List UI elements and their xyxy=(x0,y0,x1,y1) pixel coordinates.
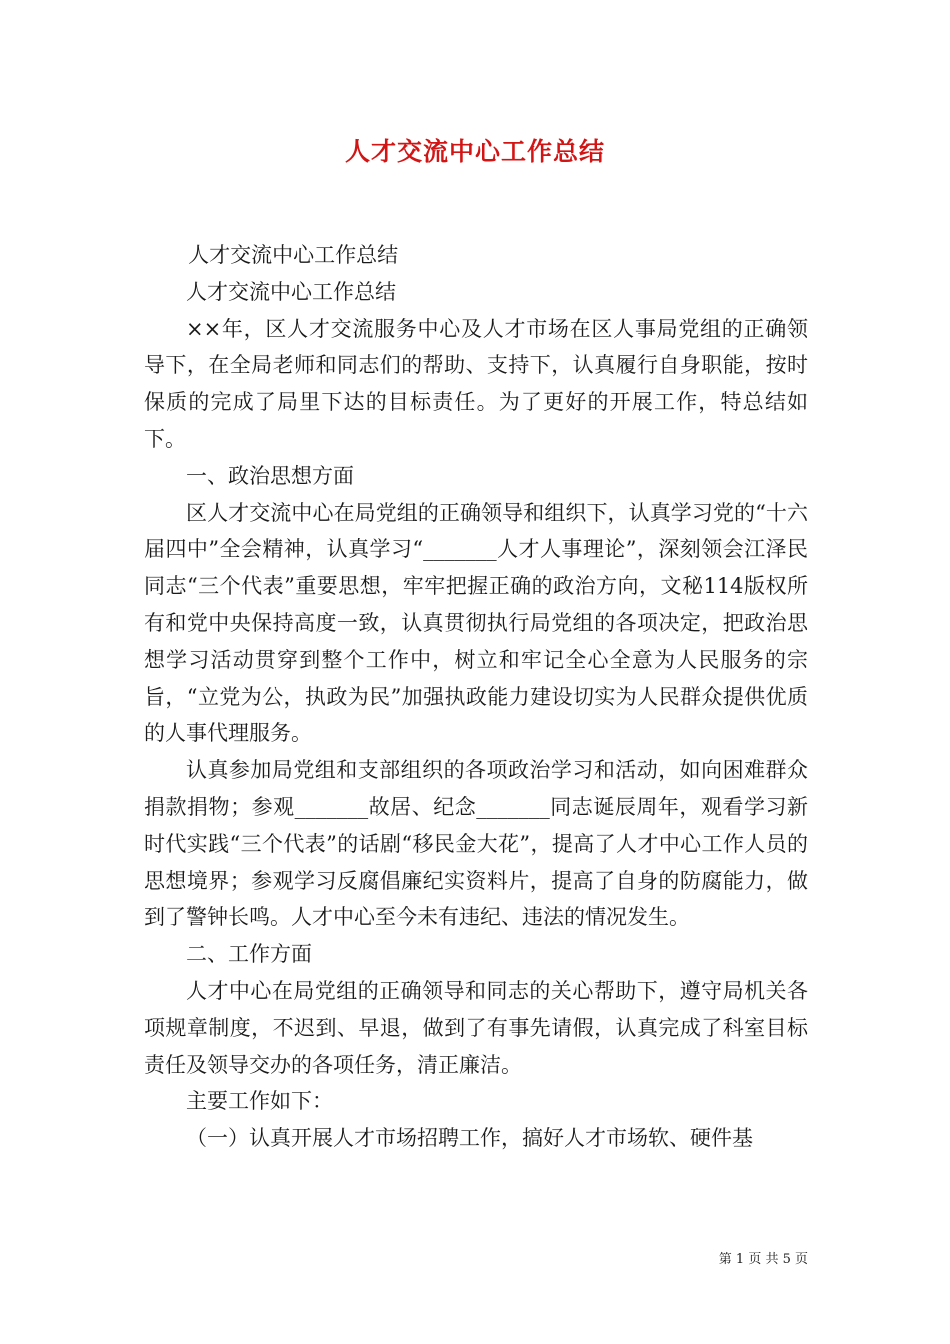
paragraph-subtitle-repeat: 人才交流中心工作总结 xyxy=(186,279,396,304)
paragraph-work-discipline: 人才中心在局党组的正确领导和同志的关心帮助下，遵守局机关各项规章制度，不迟到、早退，做到了有事先请假，认真完成了科室目标责任及领导交办的各项任务，清正廉洁。 xyxy=(144,978,808,1077)
document-title: 人才交流中心工作总结 xyxy=(344,137,605,166)
document-body xyxy=(144,237,808,1157)
paragraph-politics-activities: 认真参加局党组和支部组织的各项政治学习和活动，如向困难群众捐款捐物；参观_______故居、纪念_______同志诞辰周年，观看学习新时代实践“三个代表”的话剧“移民金大花”，提高了人才中心工作人员的思想境界；参观学习反腐倡廉纪实资料片，提高了自身的防腐能力，做到了警钟长鸣。人才中心至今未有违纪、违法的情况发生。 xyxy=(144,758,808,930)
section-heading-work: 二、工作方面 xyxy=(186,942,312,967)
section-heading-politics: 一、政治思想方面 xyxy=(186,463,354,488)
paragraph-politics-study: 区人才交流中心在局党组的正确领导和组织下，认真学习党的“十六届四中”全会精神，认真学习“_______人才人事理论”，深刻领会江泽民同志“三个代表”重要思想，牢牢把握正确的政治方向，文秘114版权所有和党中央保持高度一致，认真贯彻执行局党组的各项决定，把政治思想学习活动贯穿到整个工作中，树立和牢记全心全意为人民服务的宗旨，“立党为公，执政为民”加强执政能力建设切实为人民群众提供优质的人事代理服务。 xyxy=(144,500,808,746)
paragraph-main-work-label: 主要工作如下： xyxy=(186,1089,333,1114)
page-number: 第 1 页 共 5 页 xyxy=(718,1252,808,1267)
paragraph-subtitle: 人才交流中心工作总结 xyxy=(188,243,399,267)
paragraph-work-item-1: （一）认真开展人才市场招聘工作，搞好人才市场软、硬件基 xyxy=(186,1126,753,1151)
paragraph-intro: ××年，区人才交流服务中心及人才市场在区人事局党组的正确领导下，在全局老师和同志们的帮助、支持下，认真履行自身职能，按时保质的完成了局里下达的目标责任。为了更好的开展工作，特总结如下。 xyxy=(144,316,808,451)
